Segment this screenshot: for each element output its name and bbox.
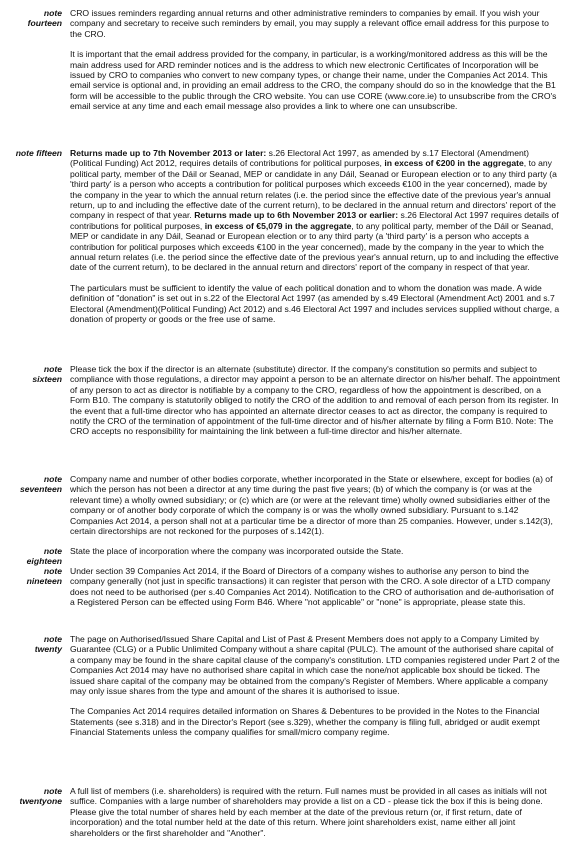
note-twenty: [0, 634, 580, 738]
note-paragraph: [70, 546, 560, 556]
note-paragraph: [70, 706, 560, 737]
note-label-line: twentyone: [19, 796, 62, 807]
note-label-line: note: [43, 786, 62, 796]
note-label-line: note: [43, 8, 62, 18]
note-seventeen: [0, 474, 580, 536]
body-text: s.26 Electoral Act 1997 requires details of contributions for political purposes,: [70, 210, 559, 231]
body-text: Please tick the box if the director is an alternate (substitute) director. If the company's constitution so permits and subject to compliance with those regulations, a director may appoint a person to be an alternate director on his/her behalf. The appointment of any person to act as director is notifiable by a company to the CRO, regardless of how the appointment is described, on a Form B10. The company is statutorily obliged to notify the CRO of the addition to and removal of each person from its register. In the event that a full-time director who has appointed an alternate director ceases to act as director, the company is required to notify the CRO of the termination of appointment of the full-time director and of his/her alternate by filing a Form B10. Note: The CRO accepts no responsibility for maintaining the link between a full-time director and his/her alternate.: [70, 364, 560, 437]
body-text: CRO issues reminders regarding annual returns and other administrative reminders to companies by email. If you wish your company and secretary to receive such reminders by email, you may supply a relevant office email address for this purpose to the CRO.: [70, 8, 549, 39]
bold-text: Returns made up to 7th November 2013 or later:: [70, 148, 267, 158]
note-body: [70, 546, 560, 567]
note-body: [70, 474, 560, 536]
note-label-line: nineteen: [26, 576, 62, 587]
body-text: The particulars must be sufficient to identify the value of each political donation and to whom the donation was made. A wide definition of "donation" is set out in s.22 of the Electoral Act 1997 (as amended by s.49 Electoral (Amendment Act) 2001 and s.7 Electoral (Amendment)(Political Funding) Act 2012) and s.46 Electoral Act 1997 and includes services supplied without charge, a donation of property or goods or the free use of same.: [70, 282, 560, 325]
note-label-line: seventeen: [19, 484, 62, 495]
body-text: Company name and number of other bodies corporate, whether incorporated in the State or elsewhere, except for bodies (a) of which the person has not been a director at any time during the past five years; (b) of which the company is (or was at the relevant time) a wholly owned subsidiary; or (c) which are (or were at the relevant time) wholly owned subsidiaries either of the company or of another body corporate of which the company is or was the wholly owned subsidiary. Pursuant to s.142 Companies Act 2014, a person shall not at a particular time be a director of more than 25 companies. However, under s.142(3), certain directorships are not reckoned for the purposes of s.142(1).: [70, 474, 553, 537]
bold-text: in excess of €5,079 in the aggregate: [204, 220, 352, 231]
note-paragraph: [70, 364, 560, 437]
note-label-line: twenty: [34, 644, 62, 655]
note-label-line: note: [43, 474, 62, 484]
note-paragraph: [70, 148, 560, 273]
note-label: [0, 546, 70, 567]
body-text: State the place of incorporation where the company was incorporated outside the State.: [70, 546, 404, 556]
body-text: , to any political party, member of the Dáil or Seanad, MEP or candidate in any Dáil, Seanad or European election or to any third party (a 'third party' is a person who accepts a contribution for political purposes which exceeds €100 in the year concerned), made by the company in the year to which the annual return relates (i.e. the period since the effective date of the previous year's annual return, up to and including the effective date of the current return), to be declared in the annual return and directors' report of the company in respect of that year.: [70, 220, 559, 273]
note-body: [70, 364, 560, 437]
bold-text: Returns made up to 6th November 2013 or earlier:: [194, 210, 399, 221]
note-label: [0, 364, 70, 437]
note-fifteen: [0, 148, 580, 325]
note-label: [0, 474, 70, 536]
note-label-line: fourteen: [27, 18, 62, 29]
note-body: [70, 148, 560, 325]
body-text: Under section 39 Companies Act 2014, if the Board of Directors of a company wishes to authorise any person to bind the company generally (not just in specific transactions) it can register that person with the CRO. A sole director of a LTD company does not need to be authorised (per s.40 Companies Act 2014). Notification to the CRO of authorisation and de-authorisation of a Registered Person can be effected using Form B46. Where "not applicable" or "none" is appropriate, please state this.: [70, 566, 554, 608]
body-text: It is important that the email address provided for the company, in particular, is a working/monitored address as this will be the main address used for ARD reminder notices and is the address to which new electronic Certificates of Incorporation will be issued by CRO to companies who convert to new company types, or change their name, under the Companies Act 2014. This email service is optional and, in providing an email address to the CRO, the company should do so in the knowledge that the B1 form will be accessible to the public through the CRO website. You can use CORE (www.core.ie) to unsubscribe from the CRO's email service at any time and each email message also provides a link to where one can unsubscribe.: [70, 49, 557, 112]
note-body: [70, 786, 560, 838]
note-body: [70, 8, 560, 112]
note-paragraph: [70, 786, 560, 838]
note-label-line: note: [43, 634, 62, 644]
note-fourteen: [0, 8, 580, 112]
note-label: [0, 8, 70, 112]
note-label: [0, 148, 70, 325]
body-text: The page on Authorised/Issued Share Capital and List of Past & Present Members does not apply to a Company Limited by Guarantee (CLG) or a Public Unlimited Company without a share capital (PULC). The amount of the authorised share capital of a company may be found in the share capital clause of the company's constitution. LTD companies registered under Part 2 of the Companies Act 2014 may have no authorised share capital in which case the none/not applicable box should be ticked. The issued share capital of the company may be obtained from the company's Register of Members. Where applicable a company may only issue shares from the type and amount of the shares it is authorised to issue.: [70, 634, 560, 697]
note-label-line: note: [43, 364, 62, 374]
note-paragraph: [70, 634, 560, 696]
note-label: [0, 566, 70, 608]
note-label-line: sixteen: [32, 374, 62, 385]
note-paragraph: [70, 49, 560, 111]
note-nineteen: [0, 566, 580, 608]
note-body: [70, 634, 560, 738]
note-body: [70, 566, 560, 608]
note-label-line: note fifteen: [15, 148, 62, 158]
note-paragraph: [70, 474, 560, 536]
note-paragraph: [70, 283, 560, 325]
note-label-line: eighteen: [26, 556, 62, 567]
body-text: A full list of members (i.e. shareholders) is required with the return. Full names must be provided in all cases as initials will not suffice. Companies with a large number of shareholders may provide a list on a CD - please tick the box if this is being done. Please give the total number of shares held by each member at the date of the previous return (or, if first return, date of incorporation) and the total number held at the date of this return. Where joint shareholders exist, name either all joint shareholders or the first shareholder and "Another".: [70, 786, 547, 838]
note-paragraph: [70, 8, 560, 39]
note-twentyone: [0, 786, 580, 838]
note-label-line: note: [43, 566, 62, 576]
bold-text: in excess of €200 in the aggregate: [384, 158, 524, 169]
note-sixteen: [0, 364, 580, 437]
note-label-line: note: [43, 546, 62, 556]
body-text: The Companies Act 2014 requires detailed information on Shares & Debentures to be provided in the Notes to the Financial Statements (see s.318) and in the Director's Report (see s.329), whether the company is filing full, abridged or audit exempt Financial Statements unless the company qualifies for small/micro company regime.: [70, 706, 540, 738]
note-eighteen: [0, 546, 580, 567]
body-text: s.26 Electoral Act 1997, as amended by s.17 Electoral (Amendment)(Political Funding) Act 2012, requires details of contributions for political purposes,: [70, 148, 530, 169]
note-label: [0, 634, 70, 738]
note-label: [0, 786, 70, 838]
body-text: , to any political party, member of the Dáil or Seanad, MEP or candidate in any Dáil, Seanad or European election or to any third party (a 'third party' is a person who accepts a contribution for political purposes which exceeds €100 in the year concerned), made by the company in the year to which the annual return relates (i.e. the period since the effective date of the previous year's annual return, up to and including the effective date of the current return), to be declared in the annual return and directors' report of the company in respect of that year.: [70, 158, 557, 221]
note-paragraph: [70, 566, 560, 608]
